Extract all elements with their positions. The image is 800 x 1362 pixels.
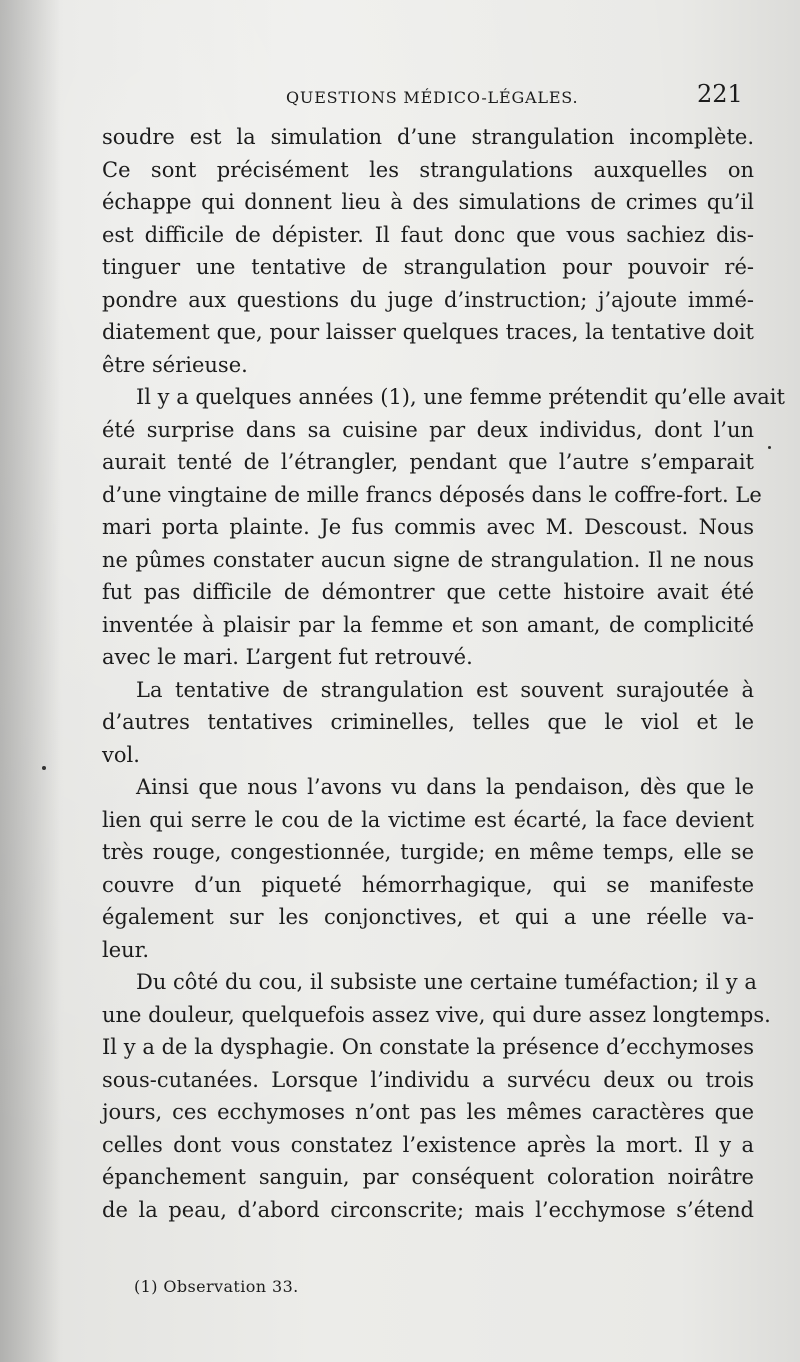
- text-line: ne pûmes constater aucun signe de strangulation. Il ne nous: [102, 547, 754, 572]
- text-line: vol.: [102, 742, 140, 767]
- running-head: QUESTIONS MÉDICO-LÉGALES.: [286, 88, 579, 107]
- footnote: (1) Observation 33.: [134, 1277, 299, 1296]
- text-line: couvre d’un piqueté hémorrhagique, qui se manifeste: [102, 872, 754, 897]
- text-line: lien qui serre le cou de la victime est écarté, la face devient: [102, 807, 754, 832]
- text-line: Il y a quelques années (1), une femme prétendit qu’elle avait: [136, 385, 785, 409]
- text-line: leur.: [102, 937, 150, 962]
- page-number: 221: [697, 80, 743, 108]
- binding-gutter-shadow: [0, 0, 60, 1362]
- text-line: épanchement sanguin, par conséquent coloration noirâtre: [102, 1165, 754, 1189]
- body-text: [102, 121, 785, 1226]
- text-line: d’autres tentatives criminelles, telles que le viol et le: [102, 710, 754, 734]
- text-line: inventée à plaisir par la femme et son amant, de complicité: [102, 612, 754, 637]
- text-line: Du côté du cou, il subsiste une certaine tuméfaction; il y a: [136, 970, 757, 994]
- text-line: La tentative de strangulation est souvent surajoutée à: [136, 677, 754, 702]
- text-line: celles dont vous constatez l’existence après la mort. Il y a: [102, 1132, 754, 1157]
- text-line: diatement que, pour laisser quelques traces, la tentative doit: [102, 320, 754, 344]
- text-line: être sérieuse.: [102, 352, 248, 377]
- text-line: Ainsi que nous l’avons vu dans la pendaison, dès que le: [136, 775, 754, 799]
- text-line: mari porta plainte. Je fus commis avec M. Descoust. Nous: [102, 515, 754, 539]
- text-line: soudre est la simulation d’une strangulation incomplète.: [102, 125, 754, 149]
- text-line: pondre aux questions du juge d’instruction; j’ajoute immé-: [102, 287, 754, 312]
- text-line: jours, ces ecchymoses n’ont pas les mêmes caractères que: [102, 1100, 754, 1124]
- margin-speck: [42, 766, 46, 770]
- text-line: tinguer une tentative de strangulation pour pouvoir ré-: [102, 255, 754, 279]
- text-line: de la peau, d’abord circonscrite; mais l’ecchymose s’étend: [102, 1197, 754, 1222]
- text-line: très rouge, congestionnée, turgide; en même temps, elle se: [102, 840, 754, 864]
- margin-speck: [768, 446, 771, 449]
- text-line: Il y a de la dysphagie. On constate la présence d’ecchymoses: [102, 1035, 754, 1059]
- text-line: aurait tenté de l’étrangler, pendant que l’autre s’emparait: [102, 450, 754, 474]
- text-line: est difficile de dépister. Il faut donc que vous sachiez dis-: [102, 222, 754, 247]
- text-line: fut pas difficile de démontrer que cette histoire avait été: [102, 580, 754, 604]
- text-line: été surprise dans sa cuisine par deux individus, dont l’un: [102, 417, 754, 442]
- text-line: avec le mari. L’argent fut retrouvé.: [102, 645, 473, 669]
- text-line: sous-cutanées. Lorsque l’individu a survécu deux ou trois: [102, 1067, 754, 1092]
- text-line: d’une vingtaine de mille francs déposés dans le coffre-fort. Le: [102, 482, 762, 507]
- text-line: Ce sont précisément les strangulations auxquelles on: [102, 157, 754, 182]
- text-line: également sur les conjonctives, et qui a une réelle va-: [102, 905, 754, 929]
- text-line: échappe qui donnent lieu à des simulations de crimes qu’il: [102, 190, 754, 214]
- text-line: une douleur, quelquefois assez vive, qui dure assez longtemps.: [102, 1002, 771, 1027]
